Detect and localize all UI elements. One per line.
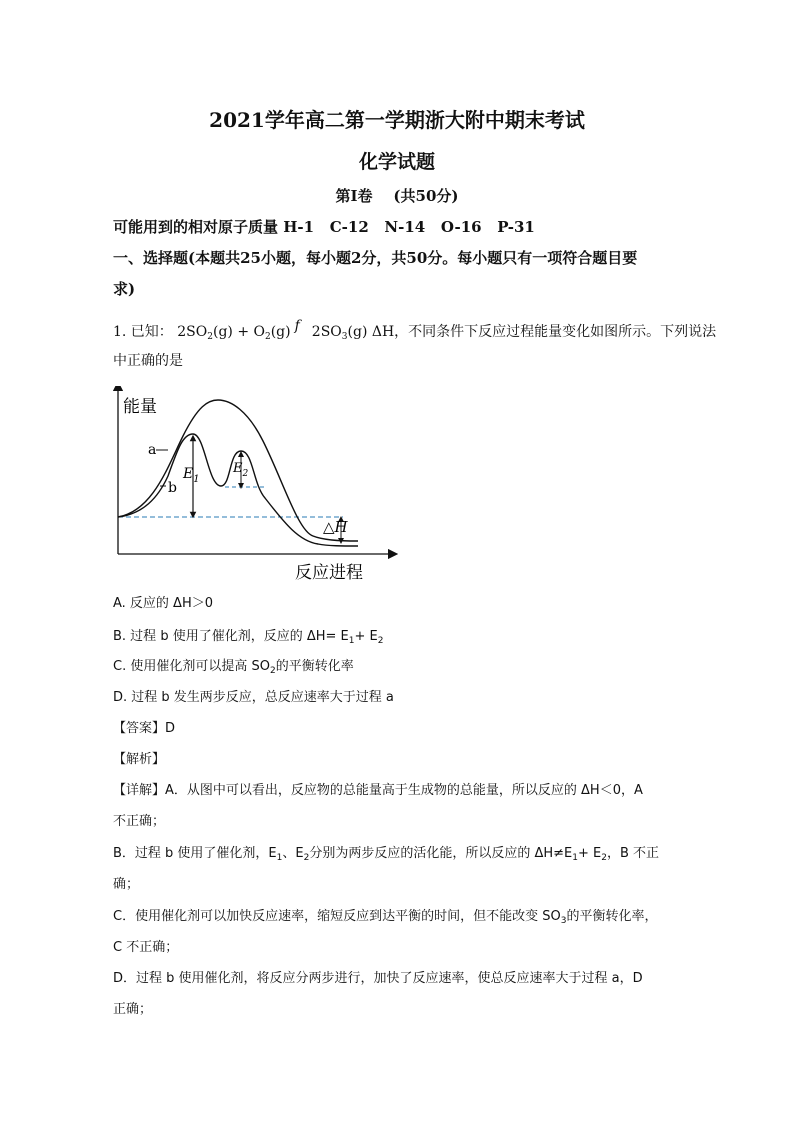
part-one-heading: 一、选择题(本题共25小题，每小题2分，共50分。每小题只有一项符合题目要 (113, 249, 638, 267)
question-stem-cont: 中正确的是 (113, 353, 183, 369)
e2-label: $E_2$ (233, 461, 249, 479)
detail-b-mid2: 分别为两步反应的活化能，所以反应的 ΔH≠E (309, 846, 573, 861)
sub: 1 (572, 853, 578, 863)
detail-b-mid: 、E (282, 846, 304, 861)
reaction-rest: (g) ΔH，不同条件下反应过程能量变化如图所示。下列说法 (347, 324, 717, 340)
detail-b-suffix: ，B 不正 (606, 846, 660, 861)
reaction-so2: 2SO (177, 324, 208, 340)
option-c-suffix: 的平衡转化率 (275, 659, 354, 674)
detail-b-line1 (113, 842, 659, 863)
page-title: 2021学年高二第一学期浙大附中期末考试 (209, 108, 585, 132)
detail-c-text: C．使用催化剂可以加快反应速率，缩短反应到达平衡的时间，但不能改变 SO (113, 909, 561, 924)
option-c-text: C. 使用催化剂可以提高 SO (113, 659, 270, 674)
stem-prefix: 1. 已知： (113, 324, 173, 340)
sub: 2 (207, 332, 213, 342)
answer-line: 【答案】D (113, 721, 176, 736)
y-axis-label: 能量 (123, 397, 157, 417)
reaction-g: (g) (270, 324, 291, 340)
option-d: D. 过程 b 发生两步反应，总反应速率大于过程 a (113, 690, 394, 705)
detail-c-suffix: 的平衡转化率， (566, 909, 658, 924)
sub: 3 (341, 332, 348, 342)
reaction-so3: 2SO (311, 324, 342, 340)
section-heading: 第I卷 (共50分) (335, 187, 459, 205)
equilibrium-arrow: f (294, 318, 300, 334)
sub: 2 (303, 853, 310, 863)
detail-c-line1 (113, 905, 657, 926)
sub: 2 (377, 636, 384, 646)
curve-a-label: a (148, 442, 157, 458)
detail-b-mid3: + E (578, 846, 602, 861)
sub: 1 (276, 853, 283, 863)
option-b-mid: + E (354, 629, 378, 644)
energy-diagram (113, 386, 403, 582)
option-b-text: B. 过程 b 使用了催化剂，反应的 ΔH= E (113, 629, 349, 644)
detail-a-line1: 【详解】A．从图中可以看出，反应物的总能量高于生成物的总能量，所以反应的 ΔH＜0，A (113, 783, 643, 798)
option-a: A. 反应的 ΔH＞0 (113, 596, 214, 611)
curve-b-label: b (168, 480, 177, 496)
sub: 2 (264, 332, 271, 342)
detail-c-line2: C 不正确； (113, 940, 179, 955)
sub: 2 (601, 853, 607, 863)
sub: 3 (560, 916, 567, 926)
sub: 2 (269, 666, 276, 676)
detail-a-line2: 不正确； (113, 814, 166, 829)
detail-b-text: B．过程 b 使用了催化剂，E (113, 846, 277, 861)
x-axis-label: 反应进程 (295, 563, 363, 582)
page-subtitle: 化学试题 (358, 151, 435, 173)
option-b (113, 625, 383, 646)
sub: 1 (348, 636, 355, 646)
detail-d-line1: D．过程 b 使用催化剂，将反应分两步进行，加快了反应速率，使总反应速率大于过程 a，D (113, 971, 643, 986)
option-c (113, 655, 354, 676)
analysis-label: 【解析】 (113, 752, 166, 767)
reaction-o2: (g) + O (212, 324, 265, 340)
atomic-mass-line: 可能用到的相对原子质量 H-1 C-12 N-14 O-16 P-31 (113, 218, 535, 236)
detail-b-line2: 确； (113, 877, 140, 892)
question-stem (113, 318, 716, 342)
e1-label: $E_1$ (183, 466, 200, 485)
dh-label: △H (323, 518, 348, 536)
part-one-heading-cont: 求) (113, 280, 136, 298)
detail-d-line2: 正确； (113, 1002, 153, 1017)
